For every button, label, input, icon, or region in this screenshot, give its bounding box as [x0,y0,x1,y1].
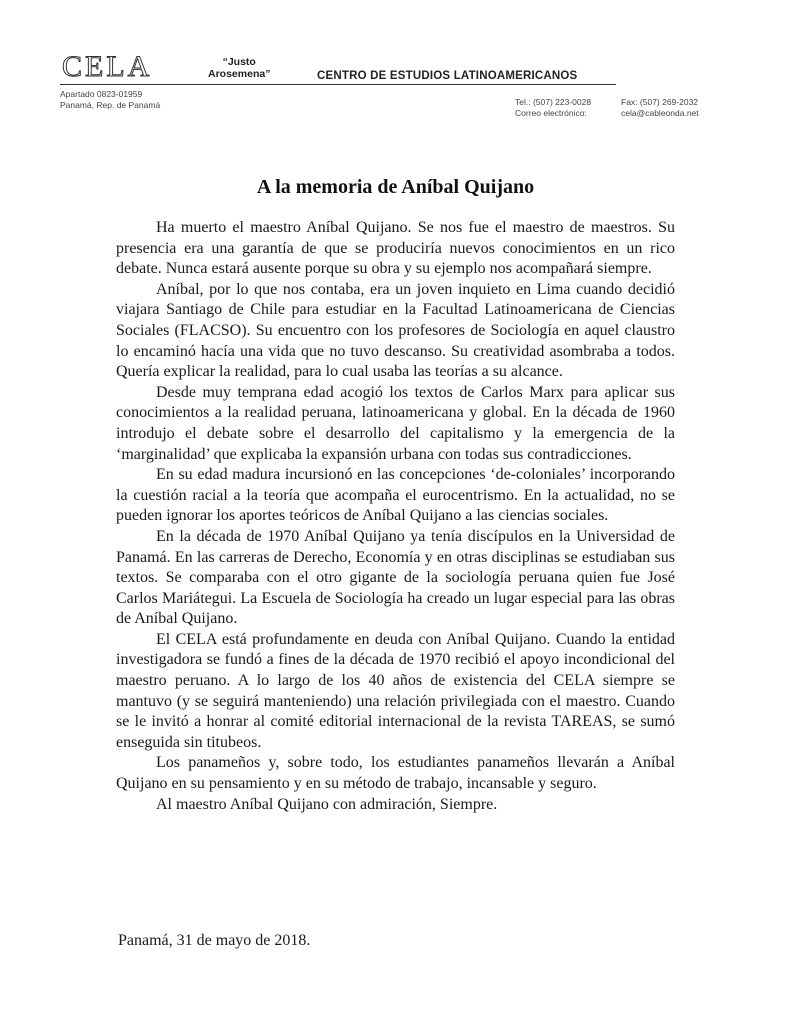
center-name: CENTRO DE ESTUDIOS LATINOAMERICANOS [317,70,578,82]
motto-line-2: Arosemena” [208,68,271,80]
letterhead-divider [60,84,616,85]
motto-line-1: “Justo [222,56,256,68]
motto [208,56,270,80]
document-date: Panamá, 31 de mayo de 2018. [118,932,311,949]
paragraph: Ha muerto el maestro Aníbal Quijano. Se nos fue el maestro de maestros. Su presencia era una garantía de que se produciría nuevos conocimientos en un rico debate. Nunca estará ausente porque su obra y su ejemplo nos acompañará siempre. [116,219,675,278]
paragraph: Los panameños y, sobre todo, los estudiantes panameños llevarán a Aníbal Quijano en su pensamiento y en su método de trabajo, incansable y seguro. [116,754,675,793]
cela-logo: CELA [62,50,153,83]
tel-number: Tel.: (507) 223-0028 [515,97,592,107]
paragraph: Al maestro Aníbal Quijano con admiración, Siempre. [156,795,498,813]
contact-block [515,97,699,119]
paragraph: En su edad madura incursionó en las concepciones ‘de-coloniales’ incorporando la cuestión racial a la teoría que acompaña el eurocentrismo. En la actualidad, no se pueden ignorar los aportes teóricos de Aníbal Quijano a las ciencias sociales. [116,466,675,525]
email-address: cela@cableonda.net [621,108,699,118]
address-block [60,89,160,111]
paragraph: El CELA está profundamente en deuda con Aníbal Quijano. Cuando la entidad investigadora se fundó a fines de la década de 1970 recibió el apoyo incondicional del maestro peruano. A lo largo de los 40 años de existencia del CELA siempre se mantuvo (y se seguirá manteniendo) una relación privilegiada con el maestro. Cuando se le invitó a honrar al comité editorial internacional de la revista TAREAS, se sumó enseguida sin titubeos. [116,630,675,751]
paragraph: Desde muy temprana edad acogió los textos de Carlos Marx para aplicar sus conocimientos a la realidad peruana, latinoamericana y global. En la década de 1960 introdujo el debate sobre el desarrollo del capitalismo y la emergencia de la ‘marginalidad’ que explicaba la expansión urbana con todas sus contradicciones. [116,383,675,463]
paragraph: Aníbal, por lo que nos contaba, era un joven inquieto en Lima cuando decidió viajara Santiago de Chile para estudiar en la Facultad Latinoamericana de Ciencias Sociales (FLACSO). Su encuentro con los profesores de Sociología en aquel claustro lo encaminó hacía una vida que no tuvo descanso. Su creatividad asombraba a todos. Quería explicar la realidad, para lo cual usaba las teorías a su alcance. [116,280,675,381]
address-line-1: Apartado 0823-01959 [60,89,143,99]
contact-row-email [515,108,699,119]
address-line-2: Panamá, Rep. de Panamá [60,100,161,110]
contact-row-phone [515,97,699,108]
document-body [116,218,675,815]
paragraph: En la década de 1970 Aníbal Quijano ya tenía discípulos en la Universidad de Panamá. En las carreras de Derecho, Economía y en otras disciplinas se estudiaban sus textos. Se comparaba con el otro gigante de la sociología peruana quien fue José Carlos Mariátegui. La Escuela de Sociología ha creado un lugar especial para las obras de Aníbal Quijano. [116,527,675,628]
email-label: Correo electrónico: [515,108,587,118]
document-title: A la memoria de Aníbal Quijano [256,176,535,198]
fax-number: Fax: (507) 269-2032 [621,97,699,107]
